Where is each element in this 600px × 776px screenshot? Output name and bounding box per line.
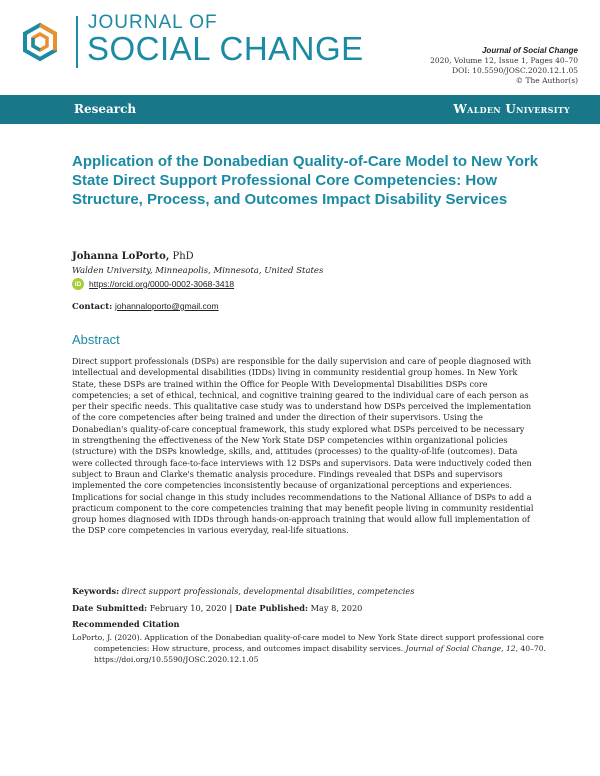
abstract-heading: Abstract (72, 332, 120, 347)
published-label: Date Published: (235, 603, 309, 613)
submitted-date: February 10, 2020 (147, 603, 230, 613)
contact-line (72, 301, 219, 312)
orcid-line (72, 278, 234, 290)
recommended-citation-heading: Recommended Citation (72, 619, 180, 629)
journal-name: Journal of Social Change (481, 46, 578, 55)
published-date: May 8, 2020 (308, 603, 363, 613)
contact-label: Contact: (72, 302, 113, 312)
author-name: Johanna LoPorto, (72, 251, 170, 262)
hexagon-logo-icon (20, 22, 60, 62)
citation-doi: , 40–70. https://doi.org/10.5590/JOSC.2020.12.1.05 (94, 644, 546, 664)
university-name: Walden University (453, 102, 570, 116)
section-label: Research (74, 102, 137, 116)
contact-email-link[interactable]: johannaloporto@gmail.com (115, 301, 219, 311)
author-degree: PhD (169, 251, 194, 262)
dates-line (72, 603, 362, 613)
logo-text-top: JOURNAL OF (88, 12, 218, 33)
author-line (72, 251, 194, 262)
logo-text-main: SOCIAL CHANGE (87, 30, 364, 67)
article-title: Application of the Donabedian Quality-of-Care Model to New York State Direct Support Professional Core Competencies: How Structure, Process, and Outcomes Impact Disability Services (72, 153, 539, 208)
section-banner (0, 95, 600, 124)
submitted-label: Date Submitted: (72, 603, 148, 613)
keywords-value: direct support professionals, developmental disabilities, competencies (121, 586, 415, 596)
author-affiliation: Walden University, Minneapolis, Minnesota, United States (72, 266, 324, 276)
citation-text: LoPorto, J. (2020). Application of the Donabedian quality-of-care model to New York State direct support professional core competencies: How structure, process, and outcomes impact disability services. (72, 633, 544, 653)
abstract-body: Direct support professionals (DSPs) are responsible for the daily supervision and care of people diagnosed with intellectual and developmental disabilities (IDDs) living in community residential group homes. In New York State, these DSPs are trained within the Office for People With Developmental Disabilities DSPs core competencies; a set of ethical, technical, and cognitive training geared to the individual care of each person as per their specific needs. This qualitative case study was to understand how DSPs perceived the implementation of the core competencies after being trained and under the direction of their supervisors. Using the Donabedian's quality-of-care conceptual framework, this study explored what DSPs perceived to be necessary in strengthening the effectiveness of the New York State DSP competencies within organizational policies (structure) with the DSPs knowledge, skills, and, attitudes (processes) to the quality-of-life (outcomes). Data were collected through face-to-face interviews with 12 DSPs and supervisors. Data were inductively coded then subject to Braun and Clarke's thematic analysis procedure. Findings revealed that DSPs and supervisors implemented the core competencies inconsistently because of organizational perceptions and experiences. Implications for social change in this study includes recommendations to the National Alliance of DSPs to add a practicum component to the core competencies training that may benefit people living in community residential group homes diagnosed with IDDs through hands-on-approach training that would allow full implementation of the DSP core competencies in various everyday, real-life situations. (72, 356, 534, 536)
orcid-link[interactable]: https://orcid.org/0000-0002-3068-3418 (89, 279, 235, 289)
doi-line: DOI: 10.5590/JOSC.2020.12.1.05 (452, 66, 578, 75)
copyright-line: © The Author(s) (515, 76, 578, 85)
citation-journal: Journal of Social Change, 12 (405, 644, 516, 653)
date-separator: | (229, 603, 236, 613)
logo-divider (76, 16, 78, 68)
orcid-icon: iD (72, 278, 84, 290)
recommended-citation (72, 632, 564, 665)
publication-info (430, 46, 578, 86)
volume-line: 2020, Volume 12, Issue 1, Pages 40–70 (430, 56, 578, 65)
keywords-label: Keywords (72, 586, 117, 596)
keywords-line: Keywords: direct support professionals, developmental disabilities, competencies (72, 586, 415, 596)
